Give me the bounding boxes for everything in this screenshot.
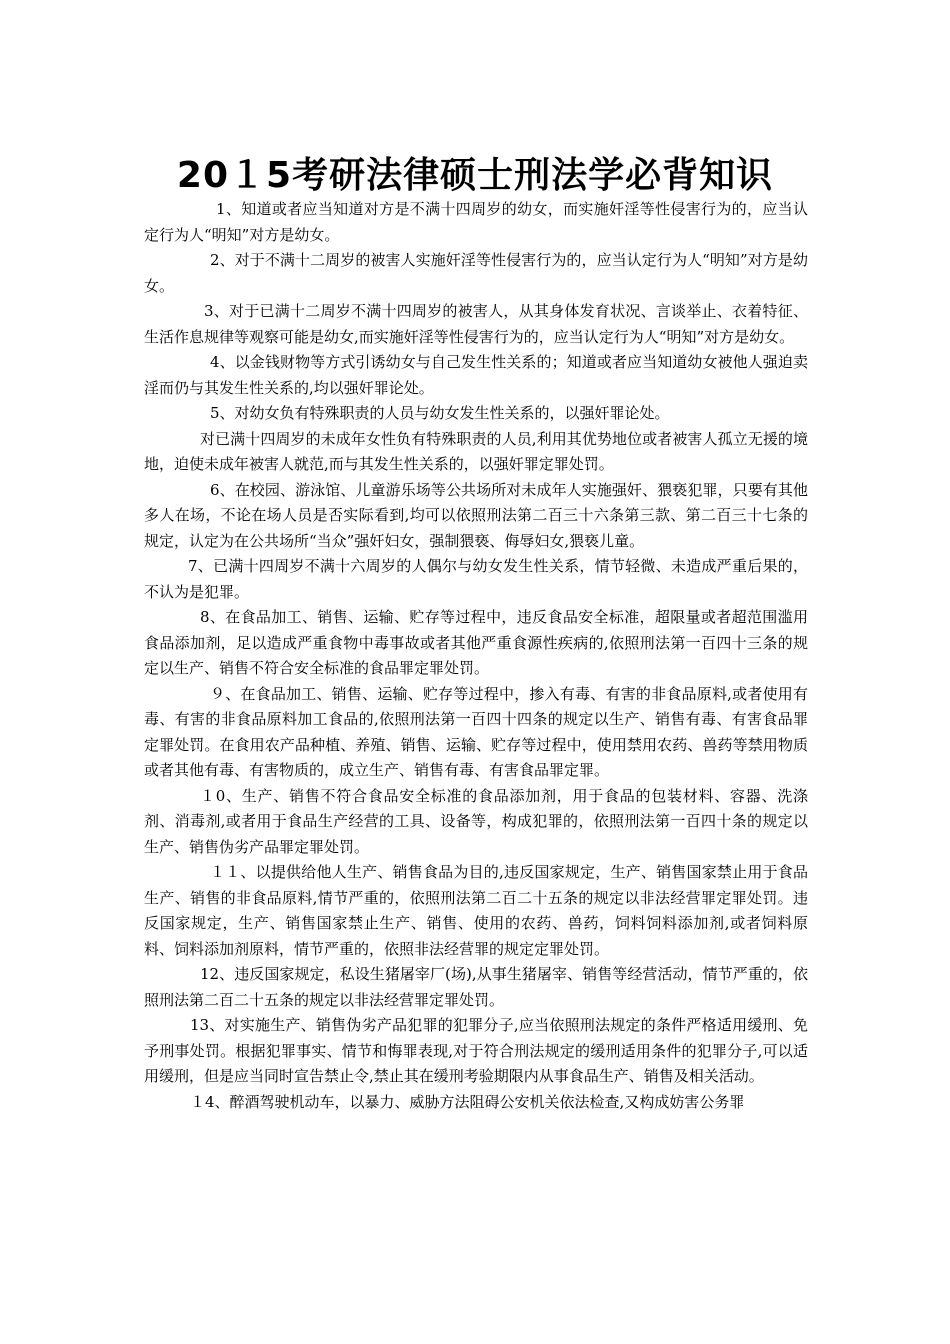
paragraph-12: 12、违反国家规定，私设生猪屠宰厂(场),从事生猪屠宰、销售等经营活动，情节严重的，依照刑法第二百二十五条的规定以非法经营罪定罪处罚。 <box>144 965 808 1009</box>
paragraph-11: １１、以提供给他人生产、销售食品为目的,违反国家规定，生产、销售国家禁止用于食品生产、销售的非食品原料,情节严重的，依照刑法第二百二十五条的规定以非法经营罪定罪处罚。违反国家规定，生产、销售国家禁止生产、销售、使用的农药、兽药，饲料饲料添加剂,或者饲料原料、饲料添加剂原料，情节严重的，依照非法经营罪的规定定罪处罚。 <box>144 863 808 958</box>
document-title: 20１5考研法律硕士刑法学必背知识 <box>176 155 774 197</box>
paragraph-2: 2、对于不满十二周岁的被害人实施奸淫等性侵害行为的，应当认定行为人“明知”对方是幼女。 <box>144 251 808 295</box>
paragraph-4: 4、以金钱财物等方式引诱幼女与自己发生性关系的；知道或者应当知道幼女被他人强迫卖淫而仍与其发生性关系的,均以强奸罪论处。 <box>144 353 808 397</box>
paragraph-5: 5、对幼女负有特殊职责的人员与幼女发生性关系的，以强奸罪论处。 <box>210 404 670 422</box>
paragraph-1: 1、知道或者应当知道对方是不满十四周岁的幼女，而实施奸淫等性侵害行为的，应当认定行为人“明知”对方是幼女。 <box>144 200 808 244</box>
paragraph-8: 8、在食品加工、销售、运输、贮存等过程中，违反食品安全标准，超限量或者超范围滥用食品添加剂，足以造成严重食物中毒事故或者其他严重食源性疾病的,依照刑法第一百四十三条的规定以生产、销售不符合安全标准的食品罪定罪处罚。 <box>144 608 808 677</box>
paragraph-9: ９、在食品加工、销售、运输、贮存等过程中，掺入有毒、有害的非食品原料,或者使用有毒、有害的非食品原料加工食品的,依照刑法第一百四十四条的规定以生产、销售有毒、有害食品罪定罪处罚。在食用农产品种植、养殖、销售、运输、贮存等过程中，使用禁用农药、兽药等禁用物质或者其他有毒、有害物质的，成立生产、销售有毒、有害食品罪定罪。 <box>144 684 808 779</box>
paragraph-13: 13、对实施生产、销售伪劣产品犯罪的犯罪分子,应当依照刑法规定的条件严格适用缓刑、免予刑事处罚。根据犯罪事实、情节和悔罪表现,对于符合刑法规定的缓刑适用条件的犯罪分子,可以适用缓刑，但是应当同时宣告禁止令,禁止其在缓刑考验期限内从事食品生产、销售及相关活动。 <box>144 1016 808 1085</box>
paragraph-5-supplement: 对已满十四周岁的未成年女性负有特殊职责的人员,利用其优势地位或者被害人孤立无援的境地，迫使未成年被害人就范,而与其发生性关系的，以强奸罪定罪处罚。 <box>144 429 808 473</box>
paragraph-10: １0、生产、销售不符合食品安全标准的食品添加剂，用于食品的包装材料、容器、洗涤剂、消毒剂,或者用于食品生产经营的工具、设备等，构成犯罪的，依照刑法第一百四十条的规定以生产、销售伪劣产品罪定罪处罚。 <box>144 786 808 856</box>
paragraph-6: 6、在校园、游泳馆、儿童游乐场等公共场所对未成年人实施强奸、猥亵犯罪，只要有其他多人在场，不论在场人员是否实际看到,均可以依照刑法第二百三十六条第三款、第二百三十七条的规定，认定为在公共场所“当众”强奸妇女，强制猥亵、侮辱妇女,猥亵儿童。 <box>144 480 808 550</box>
paragraph-3: 3、对于已满十二周岁不满十四周岁的被害人，从其身体发育状况、言谈举止、衣着特征、生活作息规律等观察可能是幼女,而实施奸淫等性侵害行为的，应当认定行为人“明知”对方是幼女。 <box>144 302 808 346</box>
paragraph-7: 7、已满十四周岁不满十六周岁的人偶尔与幼女发生性关系，情节轻微、未造成严重后果的，不认为是犯罪。 <box>144 557 808 601</box>
document-body <box>144 197 808 1115</box>
paragraph-14: １4、醉酒驾驶机动车，以暴力、威胁方法阻碍公安机关依法检查,又构成妨害公务罪 <box>190 1092 745 1111</box>
